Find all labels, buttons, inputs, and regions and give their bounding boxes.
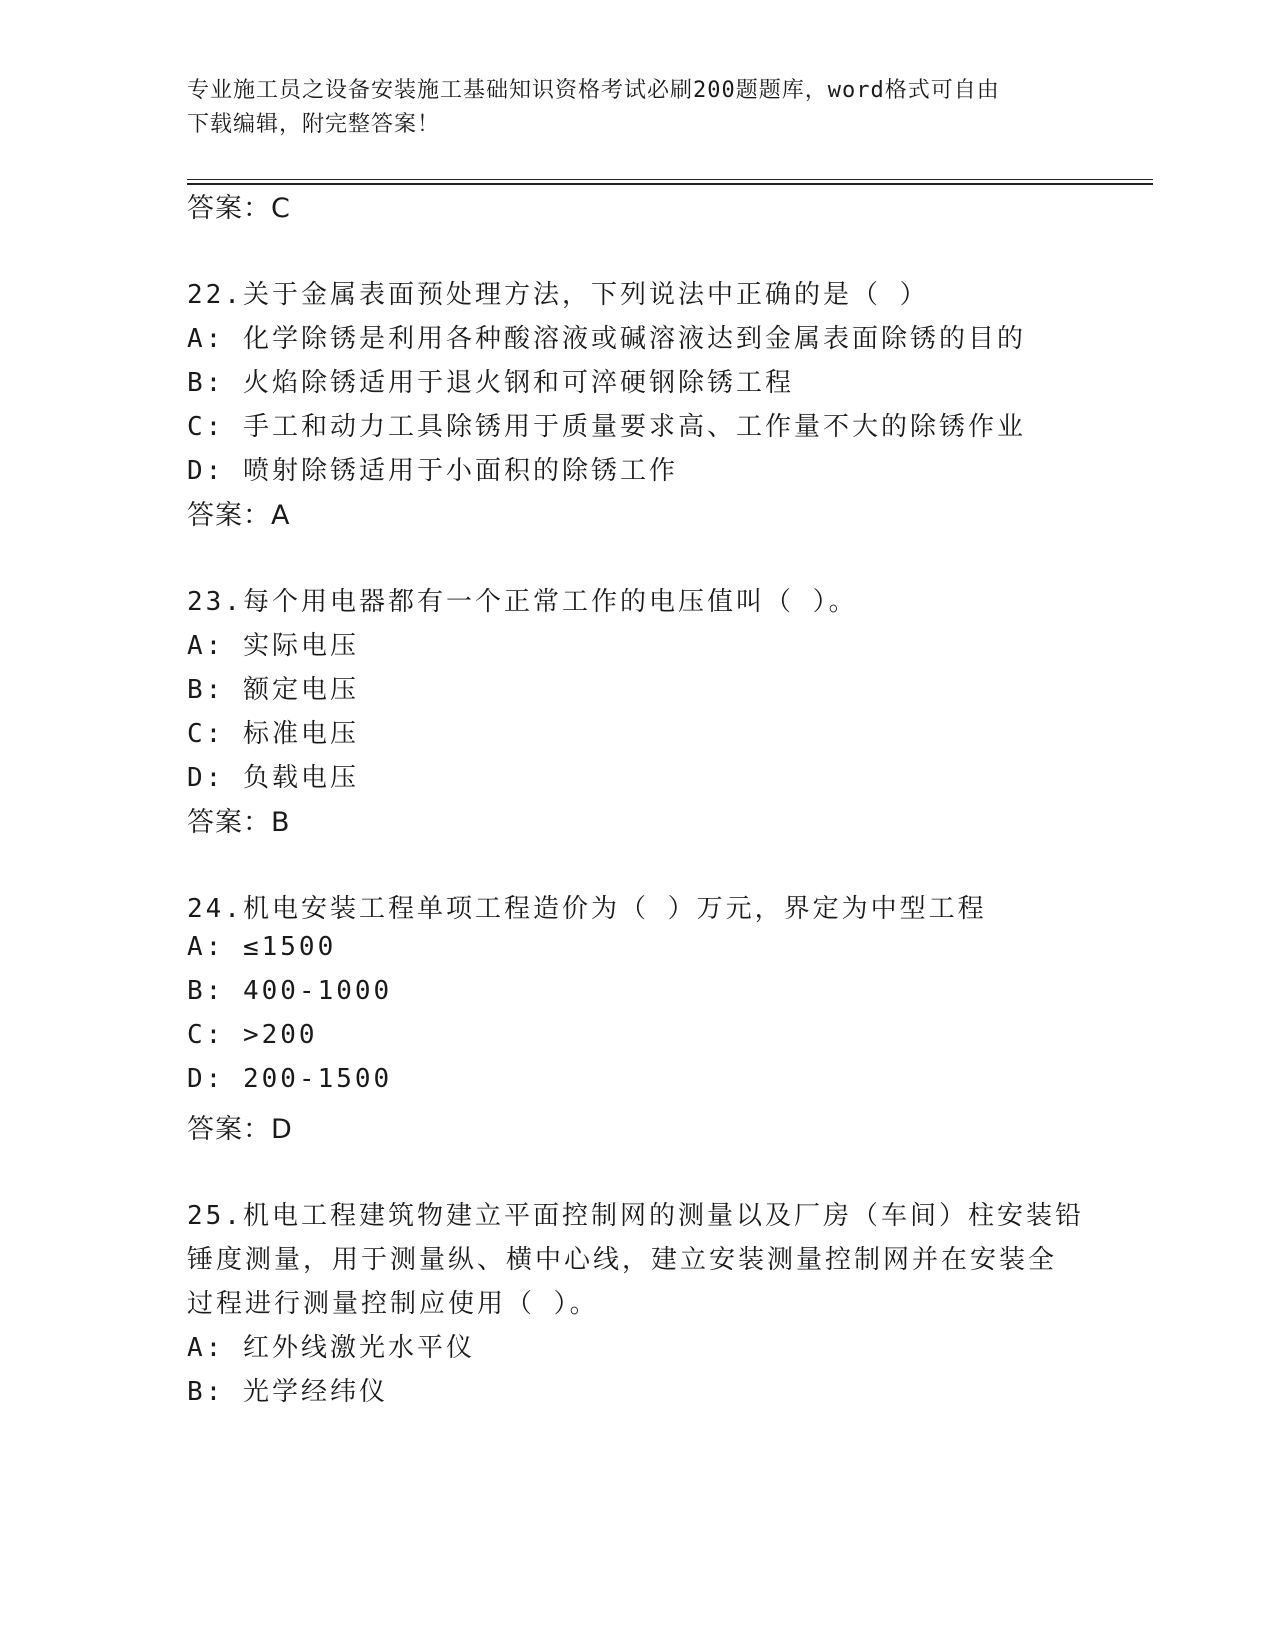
question-25-stem-line-3: 过程进行测量控制应使用（ ）。 bbox=[187, 1289, 599, 1319]
question-23-option-c: C: 标准电压 bbox=[187, 719, 359, 749]
question-23-option-b: B: 额定电压 bbox=[187, 675, 359, 705]
question-24-option-d: D: 200-1500 bbox=[187, 1064, 393, 1094]
header-divider-thin bbox=[187, 179, 1153, 180]
question-25-stem-line-1: 25.机电工程建筑物建立平面控制网的测量以及厂房（车间）柱安装铅 bbox=[187, 1201, 1084, 1231]
question-23-stem: 23.每个用电器都有一个正常工作的电压值叫（ ）。 bbox=[187, 587, 858, 617]
question-24-option-a: A: ≤1500 bbox=[187, 932, 337, 962]
question-22-option-a: A: 化学除锈是利用各种酸溶液或碱溶液达到金属表面除锈的目的 bbox=[187, 324, 1026, 354]
question-22-answer: 答案：A bbox=[187, 500, 291, 531]
header-divider-thick bbox=[187, 183, 1153, 185]
header-title-line-2: 下载编辑，附完整答案！ bbox=[187, 112, 441, 137]
question-24-option-c: C: >200 bbox=[187, 1020, 318, 1050]
question-25-option-a: A: 红外线激光水平仪 bbox=[187, 1333, 475, 1363]
document-header bbox=[187, 74, 1067, 142]
question-25-stem-line-2: 锤度测量，用于测量纵、横中心线，建立安装测量控制网并在安装全 bbox=[187, 1245, 1058, 1275]
question-22-option-d: D: 喷射除锈适用于小面积的除锈工作 bbox=[187, 456, 678, 486]
question-25-option-b: B: 光学经纬仪 bbox=[187, 1377, 388, 1407]
question-23-answer: 答案：B bbox=[187, 807, 291, 838]
question-24-answer: 答案：D bbox=[187, 1114, 293, 1145]
question-23-option-a: A: 实际电压 bbox=[187, 631, 359, 661]
question-24-option-b: B: 400-1000 bbox=[187, 976, 393, 1006]
question-23-option-d: D: 负载电压 bbox=[187, 763, 359, 793]
question-22-stem: 22.关于金属表面预处理方法，下列说法中正确的是（ ） bbox=[187, 280, 929, 310]
question-22-option-b: B: 火焰除锈适用于退火钢和可淬硬钢除锈工程 bbox=[187, 368, 794, 398]
previous-answer: 答案：C bbox=[187, 193, 291, 224]
header-title-line-1: 专业施工员之设备安装施工基础知识资格考试必刷200题题库，word格式可自由 bbox=[187, 78, 1000, 103]
question-24-stem: 24.机电安装工程单项工程造价为（ ）万元，界定为中型工程 bbox=[187, 894, 987, 924]
question-22-option-c: C: 手工和动力工具除锈用于质量要求高、工作量不大的除锈作业 bbox=[187, 412, 1026, 442]
